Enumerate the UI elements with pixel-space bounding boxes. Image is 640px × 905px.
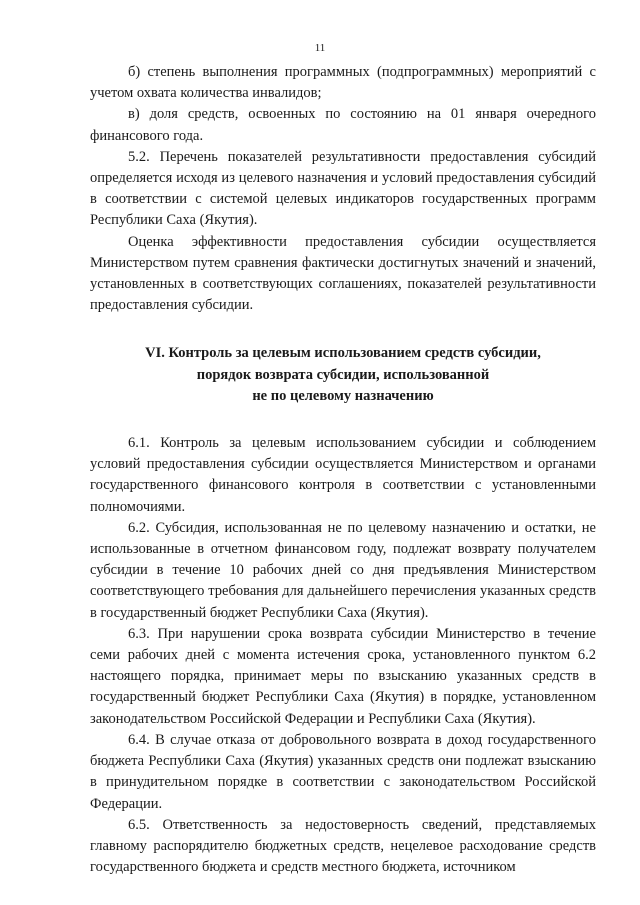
section-heading-line: VI. Контроль за целевым использованием средств субсидии,	[145, 345, 541, 362]
paragraph-5-2: 5.2. Перечень показателей результативности предоставления субсидий определяется исходя из целевого назначения и условий предоставления субсидий в соответствии с системой целевых индикаторов государственных программ Республики Саха (Якутия).	[90, 148, 596, 229]
page-number: 11	[314, 42, 326, 54]
paragraph-6-4: 6.4. В случае отказа от добровольного возврата в доход государственного бюджета Республики Саха (Якутия) указанных средств они подлежат взысканию в принудительном порядке в соответствии с законодательством Российской Федерации.	[90, 731, 596, 812]
section-heading-line: порядок возврата субсидии, использованной	[196, 366, 490, 383]
paragraph-6-5: 6.5. Ответственность за недостоверность сведений, представляемых главному распорядителю бюджетных средств, нецелевое расходование средств государственного бюджета и средств местного бюджета, источником	[90, 816, 596, 876]
document-body	[90, 62, 596, 878]
paragraph-6-2: 6.2. Субсидия, использованная не по целевому назначению и остатки, не использованные в отчетном финансовом году, подлежат возврату получателем субсидии в течение 10 рабочих дней со дня предъявления Министерством соответствующего требования для дальнейшего перечисления указанных средств в государственный бюджет Республики Саха (Якутия).	[90, 519, 596, 621]
paragraph-6-3: 6.3. При нарушении срока возврата субсидии Министерство в течение семи рабочих дней с момента истечения срока, установленного пунктом 6.2 настоящего порядка, принимает меры по взысканию указанных средств в государственный бюджет Республики Саха (Якутия) в порядке, установленном законодательством Российской Федерации и Республики Саха (Якутия).	[90, 625, 596, 727]
paragraph-evaluation: Оценка эффективности предоставления субсидии осуществляется Министерством путем сравнения фактически достигнутых значений и значений, установленных в соответствующих соглашениях, показателей результативности предоставления субсидии.	[90, 233, 596, 314]
paragraph-intro-b: б) степень выполнения программных (подпрограммных) мероприятий с учетом охвата количества инвалидов;	[90, 64, 596, 102]
section-heading-line: не по целевому назначению	[252, 387, 434, 404]
section-heading	[90, 343, 596, 407]
paragraph-intro-v: в) доля средств, освоенных по состоянию на 01 января очередного финансового года.	[90, 106, 596, 144]
paragraph-6-1: 6.1. Контроль за целевым использованием субсидии и соблюдением условий предоставления субсидии осуществляется Министерством и органами государственного финансового контроля в соответствии с установленными полномочиями.	[90, 435, 596, 515]
